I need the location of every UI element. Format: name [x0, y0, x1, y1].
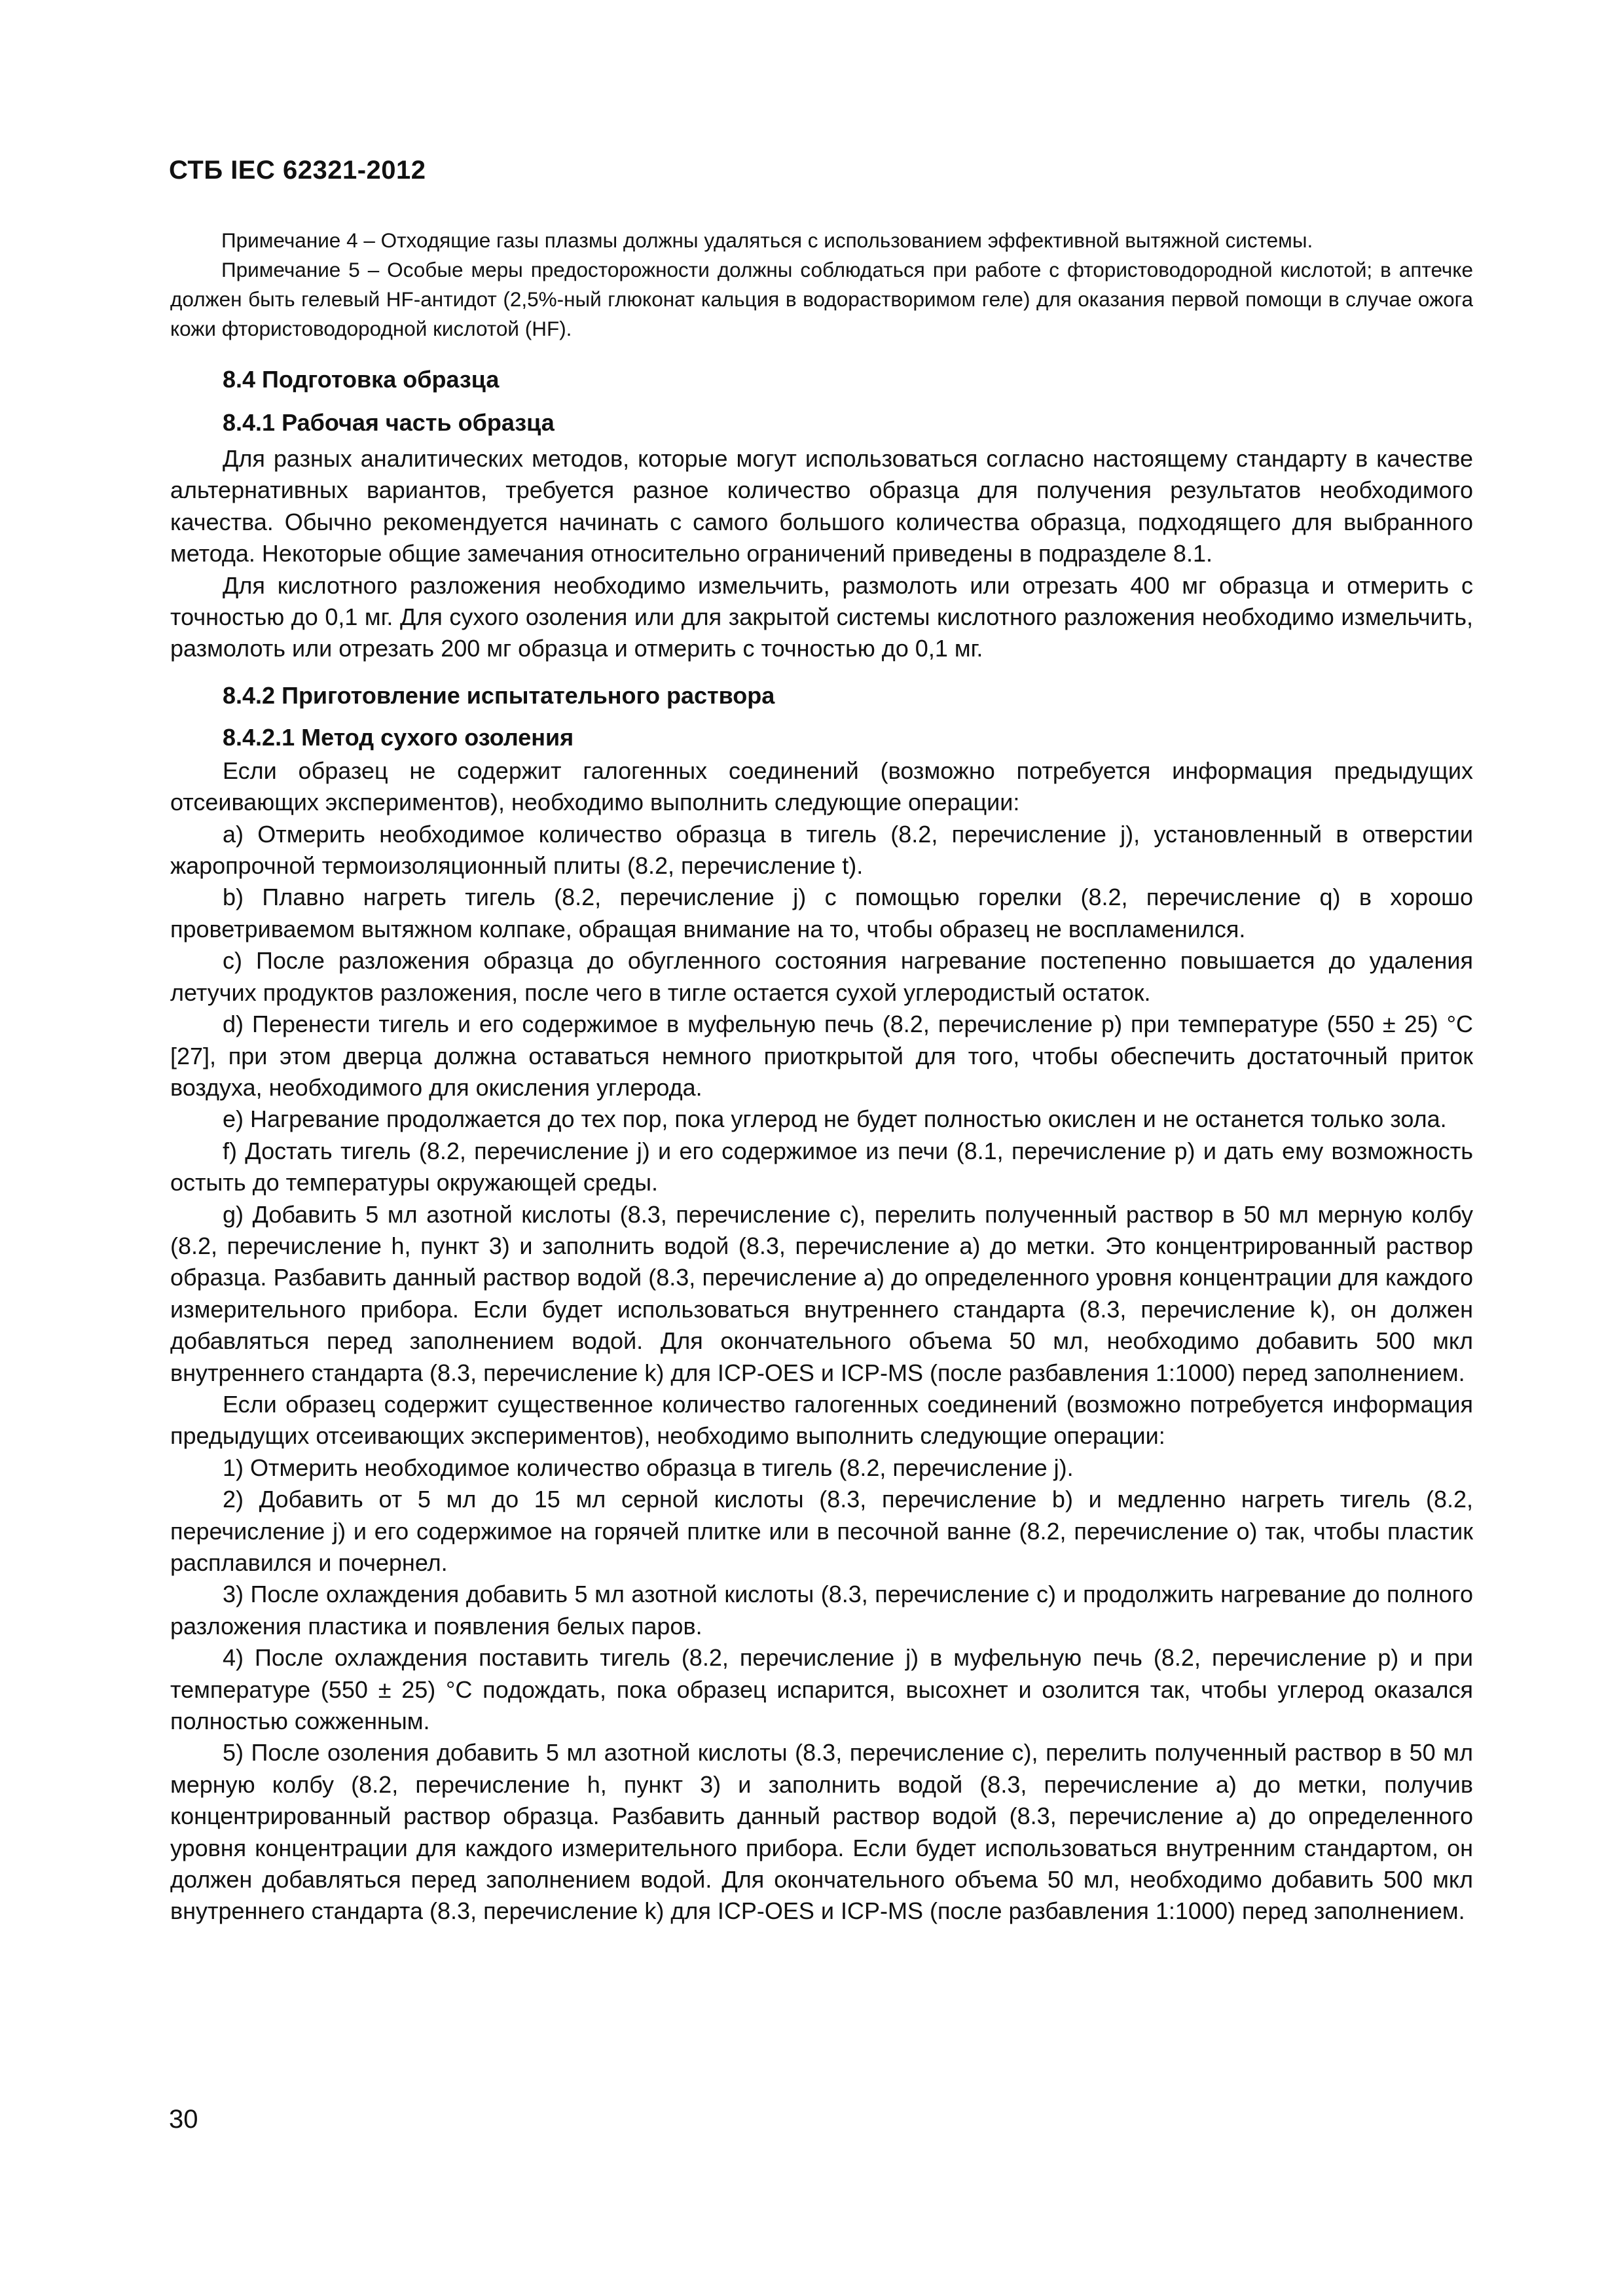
list-item-g: g) Добавить 5 мл азотной кислоты (8.3, перечисление c), перелить полученный раствор в 50 мл мерную колбу (8.2, перечисление h, пункт 3) и заполнить водой (8.3, перечисление a) до метки. Это концентрированный раствор образца. Разбавить данный раствор водой (8.3, перечисление a) до определенного уровня концентрации для каждого измерительного прибора. Если будет использоваться внутреннего стандарта (8.3, перечисление k), он должен добавляться перед заполнением водой. Для окончательного объема 50 мл, необходимо добавить 500 мкл внутреннего стандарта (8.3, перечисление k) для ICP-OES и ICP-MS (после разбавления 1:1000) перед заполнением. — [170, 1200, 1473, 1386]
list-item-e: e) Нагревание продолжается до тех пор, пока углерод не будет полностью окислен и не останется только зола. — [223, 1105, 1447, 1133]
list-item-5: 5) После озоления добавить 5 мл азотной кислоты (8.3, перечисление c), перелить полученный раствор в 50 мл мерную колбу (8.2, перечисление h, пункт 3) и заполнить водой (8.3, перечисление a) до метки, получив концентрированный раствор образца. Разбавить данный раствор водой (8.3, перечисление a) до определенного уровня концентрации для каждого измерительного прибора. Если будет использоваться внутренним стандартом, он должен добавляться перед заполнением водой. Для окончательного объема 50 мл, необходимо добавить 500 мкл внутреннего стандарта (8.3, перечисление k) для ICP-OES и ICP-MS (после разбавления 1:1000) перед заполнением. — [170, 1739, 1473, 1925]
section-heading-8-4: 8.4 Подготовка образца — [223, 366, 500, 393]
page-content — [170, 226, 1473, 1928]
section-heading-8-4-1: 8.4.1 Рабочая часть образца — [223, 409, 555, 436]
page-number: 30 — [169, 2105, 198, 2134]
paragraph: Если образец содержит существенное количество галогенных соединений (возможно потребуется информация предыдущих отсеивающих экспериментов), необходимо выполнить следующие операции: — [170, 1390, 1473, 1450]
section-body-8-4-1 — [170, 443, 1473, 665]
list-item-2: 2) Добавить от 5 мл до 15 мл серной кислоты (8.3, перечисление b) и медленно нагреть тигель (8.2, перечисление j) и его содержимое на горячей плитке или в песочной ванне (8.2, перечисление o) так, чтобы пластик расплавился и почернел. — [170, 1486, 1473, 1576]
paragraph: Если образец не содержит галогенных соединений (возможно потребуется информация предыдущих отсеивающих экспериментов), необходимо выполнить следующие операции: — [170, 757, 1473, 816]
list-item-f: f) Достать тигель (8.2, перечисление j) и его содержимое из печи (8.1, перечисление p) и дать ему возможность остыть до температуры окружающей среды. — [170, 1137, 1473, 1196]
list-item-1: 1) Отмерить необходимое количество образца в тигель (8.2, перечисление j). — [223, 1454, 1074, 1481]
list-item-a: a) Отмерить необходимое количество образца в тигель (8.2, перечисление j), установленный в отверстии жаропрочной термоизоляционный плиты (8.2, перечисление t). — [170, 820, 1473, 880]
list-item-4: 4) После охлаждения поставить тигель (8.2, перечисление j) в муфельную печь (8.2, перечисление p) и при температуре (550 ± 25) °С подождать, пока образец испарится, высохнет и озолится так, чтобы углерод оказался полностью сожженным. — [170, 1644, 1473, 1735]
section-heading-8-4-2: 8.4.2 Приготовление испытательного раствора — [223, 681, 775, 709]
note-4: Примечание 4 – Отходящие газы плазмы должны удаляться с использованием эффективной вытяжной системы. — [221, 228, 1313, 252]
list-item-b: b) Плавно нагреть тигель (8.2, перечисление j) с помощью горелки (8.2, перечисление q) в хорошо проветриваемом вытяжном колпаке, обращая внимание на то, чтобы образец не воспламенился. — [170, 884, 1473, 942]
section-heading-8-4-2-1: 8.4.2.1 Метод сухого озоления — [223, 723, 574, 751]
list-item-3: 3) После охлаждения добавить 5 мл азотной кислоты (8.3, перечисление c) и продолжить нагревание до полного разложения пластика и появления белых паров. — [170, 1581, 1473, 1640]
paragraph: Для кислотного разложения необходимо измельчить, размолоть или отрезать 400 мг образца и отмерить с точностью до 0,1 мг. Для сухого озоления или для закрытой системы кислотного разложения необходимо измельчить, размолоть или отрезать 200 мг образца и отмерить с точностью до 0,1 мг. — [170, 571, 1473, 662]
document-header-code: СТБ IEC 62321-2012 — [169, 156, 426, 185]
notes-block — [170, 226, 1473, 344]
section-body-8-4-2-1 — [170, 755, 1473, 1928]
list-item-d: d) Перенести тигель и его содержимое в муфельную печь (8.2, перечисление p) при температуре (550 ± 25) °С [27], при этом дверца должна оставаться немного приоткрытой для того, чтобы обеспечить достаточный приток воздуха, необходимого для окисления углерода. — [170, 1011, 1473, 1101]
list-item-c: c) После разложения образца до обугленного состояния нагревание постепенно повышается до удаления летучих продуктов разложения, после чего в тигле остается сухой углеродистый остаток. — [170, 947, 1473, 1006]
note-5: Примечание 5 – Особые меры предосторожности должны соблюдаться при работе с фтористоводородной кислотой; в аптечке должен быть гелевый HF-антидот (2,5%-ный глюконат кальция в водорастворимом геле) для оказания первой помощи в случае ожога кожи фтористоводородной кислотой (HF). — [170, 258, 1473, 340]
paragraph: Для разных аналитических методов, которые могут использоваться согласно настоящему стандарту в качестве альтернативных вариантов, требуется разное количество образца для получения результатов необходимого качества. Обычно рекомендуется начинать с самого большого количества образца, подходящего для выбранного метода. Некоторые общие замечания относительно ограничений приведены в подразделе 8.1. — [170, 445, 1473, 567]
